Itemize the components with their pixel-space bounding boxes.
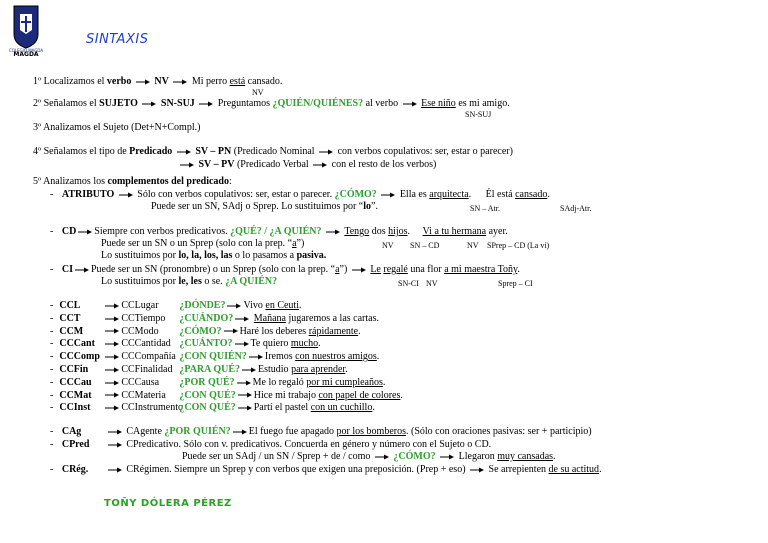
dash: - bbox=[50, 226, 54, 237]
dash: - bbox=[50, 464, 54, 475]
example-text: . bbox=[358, 325, 361, 337]
cpred-line-1 bbox=[50, 439, 491, 451]
arrow-icon bbox=[78, 229, 92, 235]
step-4-pv-desc: (Predicado Verbal bbox=[236, 159, 309, 170]
arrow-icon bbox=[136, 79, 150, 85]
cd-desc-3b: o lo pasamos a bbox=[234, 250, 295, 261]
cd-desc-2: Puede ser un SN o un Sprep (solo con la prep. “ bbox=[101, 238, 293, 249]
arrow-icon bbox=[470, 467, 484, 473]
cd-pronouns: lo, la, los, las bbox=[178, 250, 233, 261]
cd-sub-1: NV bbox=[382, 241, 394, 250]
arrow-icon bbox=[108, 467, 122, 473]
step-1-text: Localizamos el bbox=[43, 76, 105, 87]
step-3 bbox=[33, 122, 200, 134]
step-5-text: Analizamos los bbox=[43, 176, 105, 187]
example-underlined: está bbox=[229, 76, 246, 87]
cpred-line-2 bbox=[182, 451, 556, 463]
cd-sub-4: SPrep – CD (La vi) bbox=[487, 241, 550, 250]
step-2-text: al verbo bbox=[365, 98, 399, 109]
cc-row bbox=[50, 300, 301, 312]
question-label: ¿QUIÉN/QUIÉNES? bbox=[272, 98, 364, 109]
question-label: ¿CÓMO? bbox=[393, 451, 436, 462]
arrow-icon bbox=[237, 380, 251, 386]
cc-row bbox=[50, 326, 361, 338]
example-text: ayer. bbox=[488, 226, 508, 237]
arrow-icon bbox=[227, 303, 241, 309]
step-1-bold: verbo bbox=[106, 76, 132, 87]
atributo-label: ATRIBUTO bbox=[61, 189, 115, 200]
step-4-pn-ex: con verbos copulativos: ser, estar o parecer) bbox=[337, 146, 513, 157]
creg-line bbox=[50, 464, 602, 476]
cc-name: CCLugar bbox=[121, 300, 159, 311]
arrow-icon bbox=[326, 229, 340, 235]
cd-sub-2: SN – CD bbox=[410, 241, 440, 250]
example-text: Vivo bbox=[243, 300, 263, 311]
dash: - bbox=[50, 389, 54, 401]
arrow-icon bbox=[108, 442, 122, 448]
example-underlined: por mi cumpleaños bbox=[306, 376, 383, 388]
step-1-num: 1º bbox=[33, 76, 42, 87]
example-text: una flor bbox=[410, 264, 442, 275]
step-4-pv-ex: con el resto de los verbos) bbox=[331, 159, 437, 170]
question-label: ¿POR QUIÉN? bbox=[164, 426, 231, 437]
example-text: Él está bbox=[485, 189, 513, 200]
example-underlined: mucho bbox=[290, 338, 319, 350]
ci-sub-3: Sprep – CI bbox=[498, 279, 533, 288]
arrow-icon bbox=[319, 149, 333, 155]
cc-code: CCM bbox=[59, 325, 84, 337]
example-text: Llegaron bbox=[458, 451, 495, 462]
arrow-icon bbox=[105, 316, 119, 322]
arrow-icon bbox=[352, 267, 366, 273]
example-text: . bbox=[345, 364, 348, 375]
cc-row bbox=[50, 313, 379, 325]
dash: - bbox=[50, 312, 54, 324]
example-underlined: Le bbox=[370, 264, 381, 275]
cc-code: CCMat bbox=[59, 389, 92, 401]
step-1 bbox=[33, 76, 282, 88]
cd-pasiva: pasiva. bbox=[296, 250, 327, 261]
cc-name: CCCausa bbox=[121, 376, 160, 388]
step-5-colon: : bbox=[228, 176, 232, 187]
step-4-text: Señalamos el tipo de bbox=[43, 146, 127, 157]
example-underlined: Vi a tu hermana bbox=[422, 226, 487, 237]
cd-desc-3: Lo sustituimos por bbox=[101, 250, 177, 261]
creg-desc: CRégimen. Siempre un Sprep y con verbos que exigen una preposición. (Prep + eso) bbox=[126, 464, 466, 475]
arrow-icon bbox=[105, 303, 119, 309]
cd-line-1: - CD Siempre con verbos predicativos. ¿QUÉ? / ¿A QUIÉN? Tengo dos hijos. Vi a tu hermana ayer. bbox=[50, 226, 508, 237]
example-text: . (Sólo con oraciones pasivas: ser + participio) bbox=[406, 426, 592, 437]
atributo-line-1: - ATRIBUTO Sólo con verbos copulativos: ser, estar o parecer. ¿CÓMO? Ella es arquitecta. Él está cansado. bbox=[50, 189, 550, 200]
dash: - bbox=[50, 402, 54, 414]
arrow-icon bbox=[313, 162, 327, 168]
example-text: Ella es bbox=[399, 189, 427, 200]
example-text: . bbox=[400, 389, 403, 401]
arrow-icon bbox=[235, 316, 249, 322]
arrow-icon bbox=[108, 429, 122, 435]
cc-name: CCMateria bbox=[121, 389, 166, 401]
cc-code: CCCau bbox=[59, 376, 92, 388]
question-label: ¿DÓNDE? bbox=[179, 300, 226, 311]
step-2-text: Preguntamos bbox=[217, 98, 271, 109]
arrow-icon bbox=[249, 354, 263, 360]
example-underlined: de su actitud bbox=[548, 464, 600, 475]
cc-row bbox=[50, 338, 321, 350]
cd-prep: a bbox=[292, 238, 297, 249]
arrow-icon bbox=[142, 101, 156, 107]
question-label: ¿QUÉ? / ¿A QUIÉN? bbox=[230, 226, 322, 237]
cag-line bbox=[50, 426, 592, 438]
dash: - bbox=[50, 325, 54, 337]
cd-line-2 bbox=[101, 238, 304, 250]
example-text: . bbox=[318, 338, 321, 350]
cd-line-3 bbox=[101, 250, 326, 262]
cc-name: CCCantidad bbox=[121, 338, 171, 350]
step-1-nv: NV bbox=[154, 76, 169, 87]
example-text: Partí el pastel bbox=[253, 402, 309, 414]
example-underlined: regalé bbox=[383, 264, 408, 275]
step-1-sub: NV bbox=[252, 88, 264, 97]
cd-desc: Siempre con verbos predicativos. bbox=[94, 226, 228, 237]
example-text: . bbox=[553, 451, 556, 462]
example-text: . bbox=[382, 376, 386, 388]
example-text: es mi amigo. bbox=[458, 98, 510, 109]
arrow-icon bbox=[238, 392, 252, 398]
dash: - bbox=[50, 426, 54, 437]
question-label: ¿CON QUIÉN? bbox=[179, 351, 247, 363]
arrow-icon bbox=[105, 367, 119, 373]
example-text: Haré los deberes bbox=[239, 325, 307, 337]
cag-code: CAg bbox=[61, 426, 82, 437]
question-label: ¿CUÁNDO? bbox=[179, 312, 234, 324]
example-underlined: hijos bbox=[388, 226, 408, 237]
step-5 bbox=[33, 176, 232, 188]
example-underlined: con un cuchillo bbox=[310, 402, 373, 414]
cc-row bbox=[50, 377, 385, 389]
step-4-pv-label: SV – PV bbox=[198, 159, 235, 170]
cc-code: CCL bbox=[59, 300, 81, 311]
question-label: ¿CÓMO? bbox=[334, 189, 377, 200]
arrow-icon bbox=[199, 101, 213, 107]
example-text: . bbox=[376, 351, 380, 363]
arrow-icon bbox=[238, 405, 252, 411]
step-2-sub: SN-SUJ bbox=[465, 110, 492, 119]
atributo-desc: Sólo con verbos copulativos: ser, estar o parecer. bbox=[137, 189, 333, 200]
example-text: . bbox=[372, 402, 375, 414]
arrow-icon bbox=[224, 328, 238, 334]
cpred-code: CPred bbox=[61, 439, 90, 450]
creg-code: CRég. bbox=[61, 464, 89, 475]
atributo-sub-1: SN – Atr. bbox=[470, 204, 501, 213]
ci-desc-end: ”) bbox=[339, 264, 348, 275]
dash: - bbox=[50, 189, 54, 200]
cc-row bbox=[50, 402, 375, 414]
ci-desc: Puede ser un SN (pronombre) o un Sprep (solo con la prep. “ bbox=[90, 264, 336, 275]
cc-name: CCFinalidad bbox=[121, 364, 173, 375]
example-text: El fuego fue apagado bbox=[248, 426, 335, 437]
dash: - bbox=[50, 264, 54, 275]
atributo-line-2 bbox=[151, 201, 378, 213]
ci-line-2 bbox=[101, 276, 277, 288]
cpred-desc: CPredicativo. Sólo con v. predicativos. Concuerda en género y número con el Sujeto o CD. bbox=[126, 439, 492, 450]
step-2 bbox=[33, 98, 510, 110]
step-4 bbox=[33, 146, 513, 158]
example-underlined: rápidamente bbox=[308, 325, 359, 337]
question-label: ¿CON QUÉ? bbox=[179, 402, 236, 414]
question-label: ¿A QUIÉN? bbox=[225, 276, 278, 287]
arrow-icon bbox=[173, 79, 187, 85]
step-5-bold: complementos del predicado bbox=[107, 176, 229, 187]
arrow-icon bbox=[177, 149, 191, 155]
example-text: Estudio bbox=[258, 364, 289, 375]
dash: - bbox=[50, 439, 54, 450]
example-underlined: muy cansadas bbox=[497, 451, 554, 462]
step-4-num: 4º bbox=[33, 146, 42, 157]
atributo-desc-end: ”. bbox=[371, 201, 378, 212]
example-underlined: cansado bbox=[515, 189, 548, 200]
example-text: . bbox=[599, 464, 602, 475]
arrow-icon bbox=[375, 454, 389, 460]
cc-code: CCCant bbox=[59, 338, 95, 350]
arrow-icon bbox=[235, 341, 249, 347]
example-text: . bbox=[298, 300, 302, 311]
step-4-pn-desc: (Predicado Nominal bbox=[233, 146, 315, 157]
ci-desc-2b: o se. bbox=[204, 276, 223, 287]
example-text: Se arrepienten bbox=[488, 464, 547, 475]
ci-label: CI bbox=[61, 264, 73, 275]
example-text: Mi perro bbox=[191, 76, 228, 87]
cc-code: CCInst bbox=[59, 402, 91, 414]
arrow-icon bbox=[105, 405, 119, 411]
example-text: Te quiero bbox=[250, 338, 289, 350]
atributo-lo: lo bbox=[363, 201, 371, 212]
ci-desc-2: Lo sustituimos por bbox=[101, 276, 177, 287]
ci-pronouns: le, les bbox=[178, 276, 202, 287]
example-underlined: para aprender bbox=[291, 364, 346, 375]
cag-name: CAgente bbox=[126, 426, 162, 437]
example-underlined: Ese niño bbox=[421, 98, 456, 109]
cc-code: CCFin bbox=[59, 364, 89, 375]
dash: - bbox=[50, 300, 54, 311]
cpred-desc-2: Puede ser un SAdj / un SN / Sprep + de / como bbox=[182, 451, 371, 462]
atributo-desc-2: Puede ser un SN, SAdj o Sprep. Lo sustituimos por “ bbox=[151, 201, 364, 212]
cc-row bbox=[50, 364, 348, 376]
dash: - bbox=[50, 364, 54, 375]
step-2-text: Señalamos el bbox=[43, 98, 97, 109]
dash: - bbox=[50, 338, 54, 350]
cc-name: CCModo bbox=[121, 325, 159, 337]
cc-name: CCCompañía bbox=[121, 351, 176, 363]
cd-desc-end: ”) bbox=[296, 238, 305, 249]
step-4-bold: Predicado bbox=[129, 146, 173, 157]
ci-sub-1: SN-CI bbox=[398, 279, 419, 288]
example-underlined: en Ceuti bbox=[265, 300, 299, 311]
step-2-bold: SUJETO bbox=[99, 98, 138, 109]
arrow-icon bbox=[381, 192, 395, 198]
cc-name: CCTiempo bbox=[121, 312, 166, 324]
logo-small-text: COLEGIO MAGDA bbox=[8, 48, 44, 53]
example-underlined: con papel de colores bbox=[318, 389, 401, 401]
arrow-icon bbox=[105, 328, 119, 334]
cc-row bbox=[50, 390, 403, 402]
arrow-icon bbox=[242, 367, 256, 373]
example-text: Me lo regaló bbox=[252, 376, 304, 388]
arrow-icon bbox=[180, 162, 194, 168]
arrow-icon bbox=[105, 354, 119, 360]
dash: - bbox=[50, 351, 54, 363]
example-underlined: Mañana bbox=[253, 312, 286, 324]
example-underlined: arquitecta bbox=[429, 189, 469, 200]
arrow-icon bbox=[105, 392, 119, 398]
example-text: jugaremos a las cartas. bbox=[288, 312, 379, 324]
step-3-text: Analizamos el Sujeto (Det+N+Compl.) bbox=[43, 122, 201, 133]
arrow-icon bbox=[233, 429, 247, 435]
atributo-sub-2: SAdj-Atr. bbox=[560, 204, 592, 213]
example-text: Iremos bbox=[264, 351, 293, 363]
step-4-pn: SV – PN bbox=[195, 146, 232, 157]
ci-line-1: - CI Puede ser un SN (pronombre) o un Sprep (solo con la prep. “a”) Le regalé una flor a mi maestra Toñy. bbox=[50, 264, 520, 275]
example-underlined: Tengo bbox=[344, 226, 370, 237]
step-2-num: 2º bbox=[33, 98, 42, 109]
page-title: SINTAXIS bbox=[86, 32, 149, 47]
ci-prep: a bbox=[335, 264, 340, 275]
arrow-icon bbox=[105, 380, 119, 386]
arrow-icon bbox=[403, 101, 417, 107]
step-3-num: 3º bbox=[33, 122, 42, 133]
example-text: Hice mi trabajo bbox=[253, 389, 316, 401]
school-logo bbox=[6, 4, 46, 56]
cc-row bbox=[50, 351, 379, 363]
arrow-icon bbox=[105, 341, 119, 347]
cc-code: CCT bbox=[59, 312, 81, 324]
logo-name: MAGDA bbox=[13, 51, 39, 56]
question-label: ¿PARA QUÉ? bbox=[179, 364, 240, 375]
question-label: ¿CUÁNTO? bbox=[179, 338, 233, 350]
cd-label: CD bbox=[61, 226, 77, 237]
step-2-snsuj: SN-SUJ bbox=[160, 98, 195, 109]
dash: - bbox=[50, 376, 54, 388]
example-underlined: a mi maestra Toñy bbox=[444, 264, 518, 275]
example-underlined: por los bomberos bbox=[336, 426, 406, 437]
question-label: ¿POR QUÉ? bbox=[179, 376, 235, 388]
cd-sub-3: NV bbox=[467, 241, 479, 250]
example-text: cansado. bbox=[247, 76, 283, 87]
question-label: ¿CON QUÉ? bbox=[179, 389, 236, 401]
step-5-num: 5º bbox=[33, 176, 42, 187]
author-name: TOÑY DÓLERA PÉREZ bbox=[104, 498, 232, 509]
cc-name: CCInstrumento bbox=[121, 402, 184, 414]
cc-code: CCComp bbox=[59, 351, 100, 363]
example-text: dos bbox=[371, 226, 386, 237]
step-4-pv bbox=[178, 159, 436, 171]
arrow-icon bbox=[440, 454, 454, 460]
ci-sub-2: NV bbox=[426, 279, 438, 288]
question-label: ¿CÓMO? bbox=[179, 325, 222, 337]
example-underlined: con nuestros amigos bbox=[295, 351, 377, 363]
arrow-icon bbox=[75, 267, 89, 273]
arrow-icon bbox=[119, 192, 133, 198]
